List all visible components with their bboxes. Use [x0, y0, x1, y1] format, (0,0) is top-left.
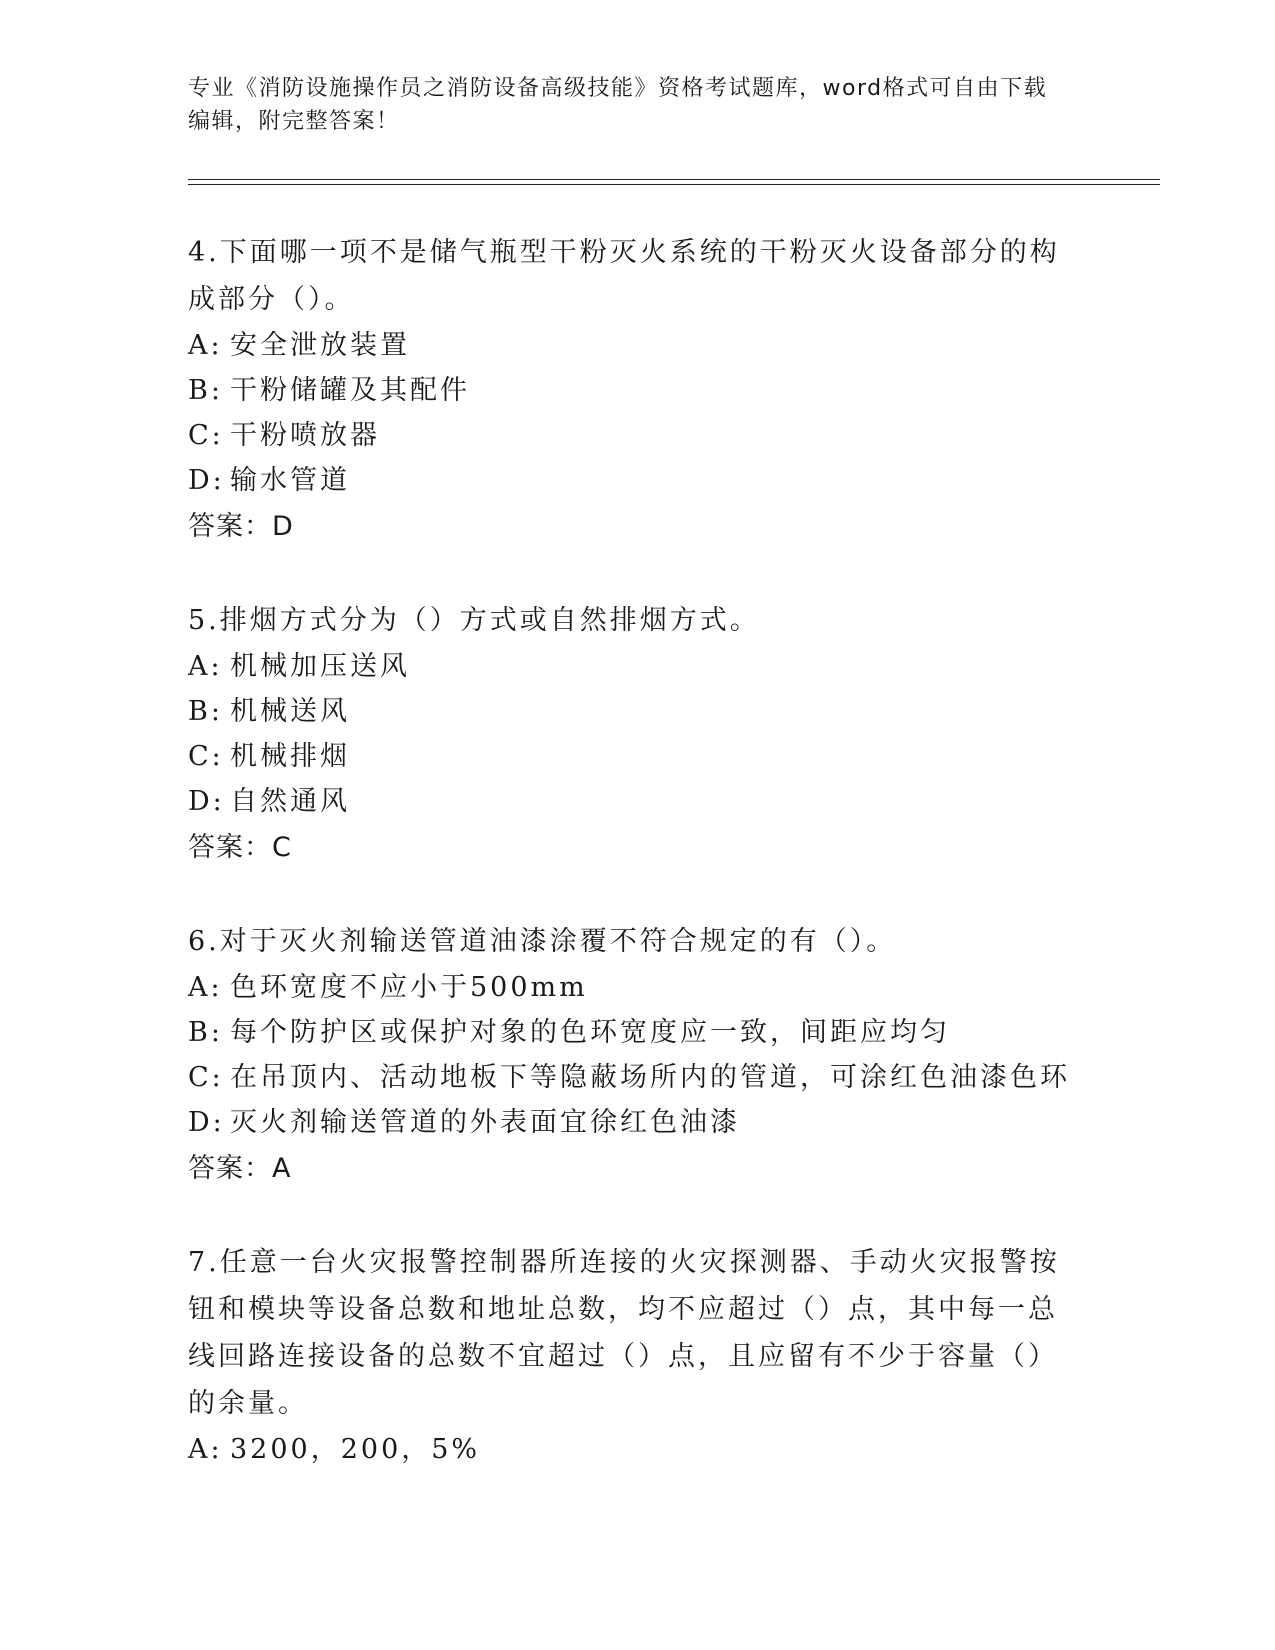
- question-stem: 5.排烟方式分为（）方式或自然排烟方式。: [188, 605, 760, 636]
- option-text: 干粉喷放器: [230, 420, 380, 451]
- option-text: 每个防护区或保护对象的色环宽度应一致，间距应均匀: [230, 1017, 950, 1048]
- option-b: [188, 689, 1068, 734]
- question-stem: 6.对于灭火剂输送管道油漆涂覆不符合规定的有（）。: [188, 926, 897, 957]
- option-text: 机械送风: [230, 696, 350, 727]
- option-text: 输水管道: [230, 465, 350, 496]
- option-a: [188, 1427, 1068, 1472]
- option-key: B:: [188, 375, 223, 406]
- option-key: B:: [188, 696, 223, 727]
- option-text: 机械排烟: [230, 741, 350, 772]
- option-key: D:: [188, 1107, 225, 1138]
- question-stem: 7.任意一台火灾报警控制器所连接的火灾探测器、手动火灾报警按钮和模块等设备总数和地址总数，均不应超过（）点，其中每一总线回路连接设备的总数不宜超过（）点，且应留有不少于容量（）的余量。: [188, 1247, 1060, 1419]
- option-key: C:: [188, 420, 224, 451]
- option-text: 灭火剂输送管道的外表面宜徐红色油漆: [230, 1107, 740, 1138]
- question-4: [188, 229, 1068, 551]
- option-key: A:: [188, 972, 223, 1003]
- option-key: A:: [188, 651, 223, 682]
- question-6: [188, 918, 1068, 1193]
- option-text: 色环宽度不应小于500mm: [230, 972, 588, 1003]
- option-d: [188, 458, 1068, 503]
- question-stem: 4.下面哪一项不是储气瓶型干粉灭火系统的干粉灭火设备部分的构成部分（）。: [188, 237, 1060, 315]
- answer-line: 答案：C: [188, 832, 292, 863]
- option-key: D:: [188, 786, 225, 817]
- option-text: 干粉储罐及其配件: [230, 375, 470, 406]
- header-divider-bottom: [188, 184, 1160, 185]
- option-b: [188, 1010, 1068, 1055]
- option-key: D:: [188, 465, 225, 496]
- option-d: [188, 779, 1068, 824]
- option-text: 安全泄放装置: [230, 330, 410, 361]
- option-c: [188, 413, 1068, 458]
- option-text: 机械加压送风: [230, 651, 410, 682]
- option-key: C:: [188, 741, 224, 772]
- answer-line: 答案：D: [188, 511, 294, 542]
- option-b: [188, 368, 1068, 413]
- option-a: [188, 644, 1068, 689]
- option-text: 自然通风: [230, 786, 350, 817]
- document-header: 专业《消防设施操作员之消防设备高级技能》资格考试题库，word格式可自由下载编辑，附完整答案！: [188, 76, 1048, 134]
- option-key: A:: [188, 330, 223, 361]
- option-text: 3200，200，5%: [230, 1434, 481, 1465]
- option-c: [188, 734, 1068, 779]
- option-c: [188, 1055, 1068, 1100]
- option-a: [188, 965, 1068, 1010]
- header-divider-top: [188, 179, 1160, 180]
- option-text: 在吊顶内、活动地板下等隐蔽场所内的管道，可涂红色油漆色环: [230, 1062, 1070, 1093]
- option-key: C:: [188, 1062, 224, 1093]
- option-key: A:: [188, 1434, 223, 1465]
- option-a: [188, 323, 1068, 368]
- question-5: [188, 597, 1068, 872]
- option-d: [188, 1100, 1068, 1145]
- option-key: B:: [188, 1017, 223, 1048]
- question-7: [188, 1239, 1068, 1472]
- answer-line: 答案：A: [188, 1153, 292, 1184]
